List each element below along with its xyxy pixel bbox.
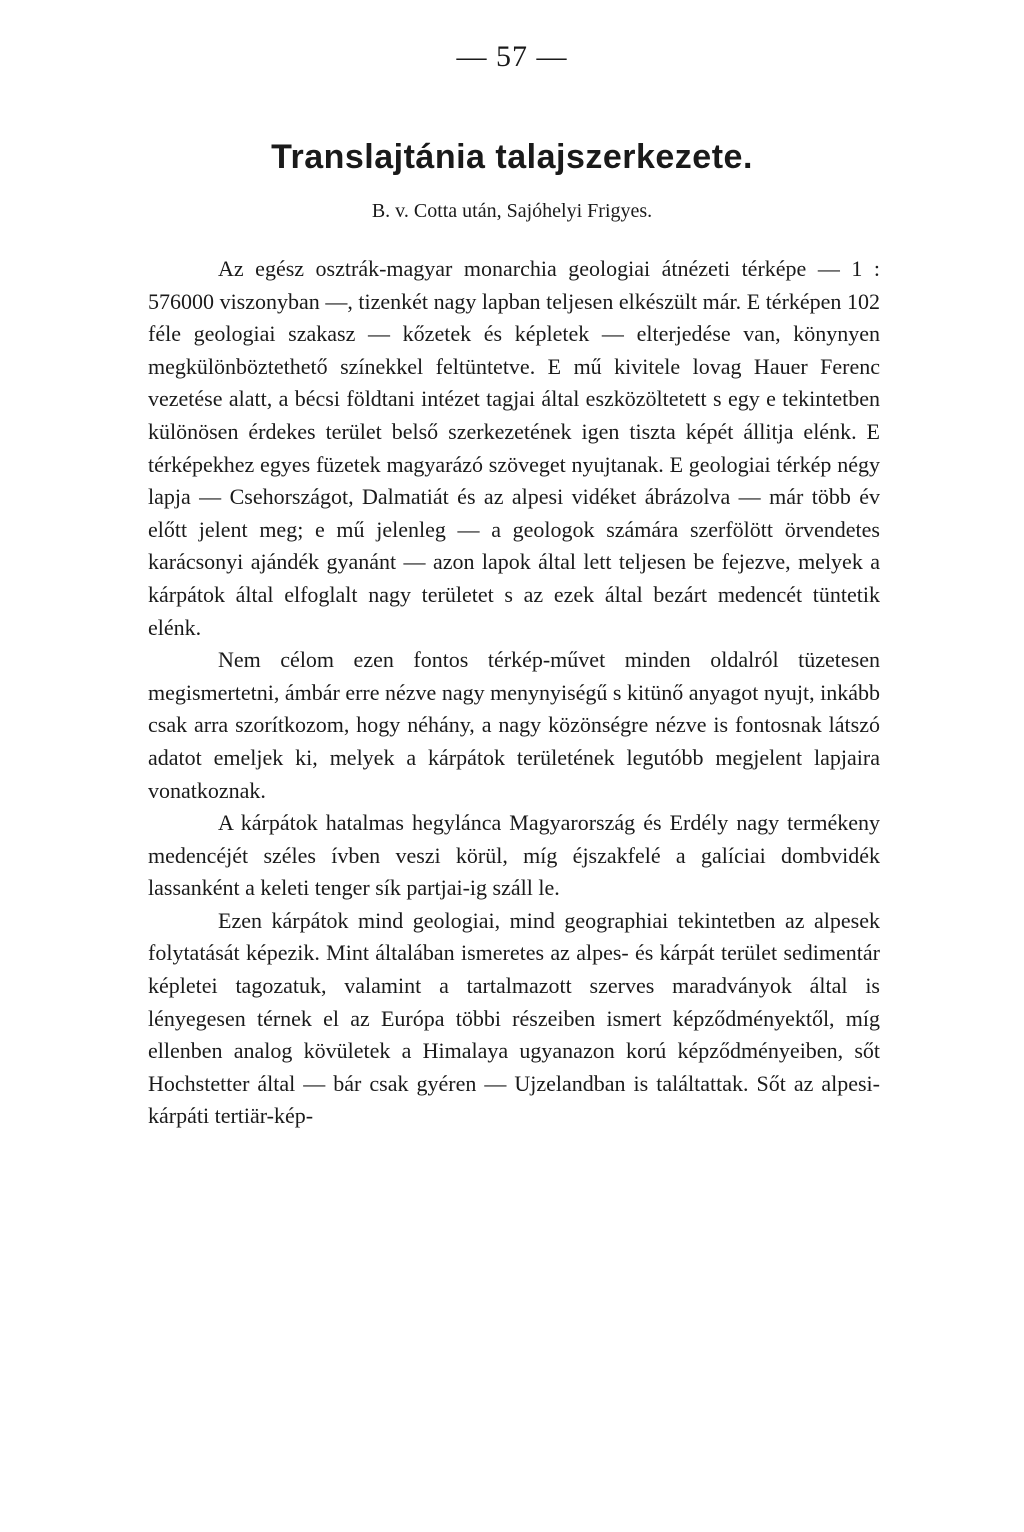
paragraph-3: A kárpátok hatalmas hegylánca Magyarország és Erdély nagy termékeny medencéjét széles ívben veszi körül, míg éjszakfelé a galíciai dombvidék lassanként a keleti tenger sík partjai-ig száll le. — [148, 810, 880, 901]
paragraph-2: Nem célom ezen fontos térkép-művet minden oldalról tüzetesen megismertetni, ámbár erre nézve nagy menynyiségű s kitünő anyagot nyujt, inkább csak arra szorítkozom, hogy néhány, a nagy közönségre nézve is fontosnak látszó adatot emeljek ki, melyek a kárpátok területének legutóbb megjelent lapjaira vonatkoznak. — [148, 647, 880, 803]
article-body — [148, 253, 880, 1133]
paragraph-4: Ezen kárpátok mind geologiai, mind geographiai tekintetben az alpesek folytatását képezik. Mint általában ismeretes az alpes- és kárpát terület sedimentár képletei tagozatuk, valamint a tartalmazott szerves maradványok által is lényegesen térnek el az Európa többi részeiben ismert képződményektől, míg ellenben analog kövületek a Himalaya ugyanazon korú képződményeiben, sőt Hochstetter által — bár csak gyéren — Ujzelandban is találtattak. Sőt az alpesi-kárpáti tertiär-kép- — [148, 907, 880, 1129]
article-title: Translajtánia talajszerkezete. — [271, 138, 753, 176]
page-number: — 57 — — [456, 40, 568, 73]
paragraph-1: Az egész osztrák-magyar monarchia geologiai átnézeti térképe — 1 : 576000 viszonyban —, tizenkét nagy lapban teljesen elkészült már. E térképen 102 féle geologiai szakasz — kőzetek és képletek — elterjedése van, könynyen megkülönböztethető színekkel feltüntetve. E mű kivitele lovag Hauer Ferenc vezetése alatt, a bécsi földtani intézet tagjai által eszközöltetett s egy e tekintetben különösen érdekes terület belső szerkezetének igen tiszta képét állitja elénk. E térképekhez egyes füzetek magyarázó szöveget nyujtanak. E geologiai térkép négy lapja — Csehországot, Dalmatiát és az alpesi vidéket ábrázolva — már több év előtt jelent meg; e mű jelenleg — a geologok számára szerfölött örvendetes karácsonyi ajándék gyanánt — azon lapok által lett teljesen be fejezve, melyek a kárpátok által elfoglalt nagy területet s az ezek által bezárt medencét tüntetik elénk. — [148, 256, 880, 640]
article-byline: B. v. Cotta után, Sajóhelyi Frigyes. — [371, 200, 653, 222]
